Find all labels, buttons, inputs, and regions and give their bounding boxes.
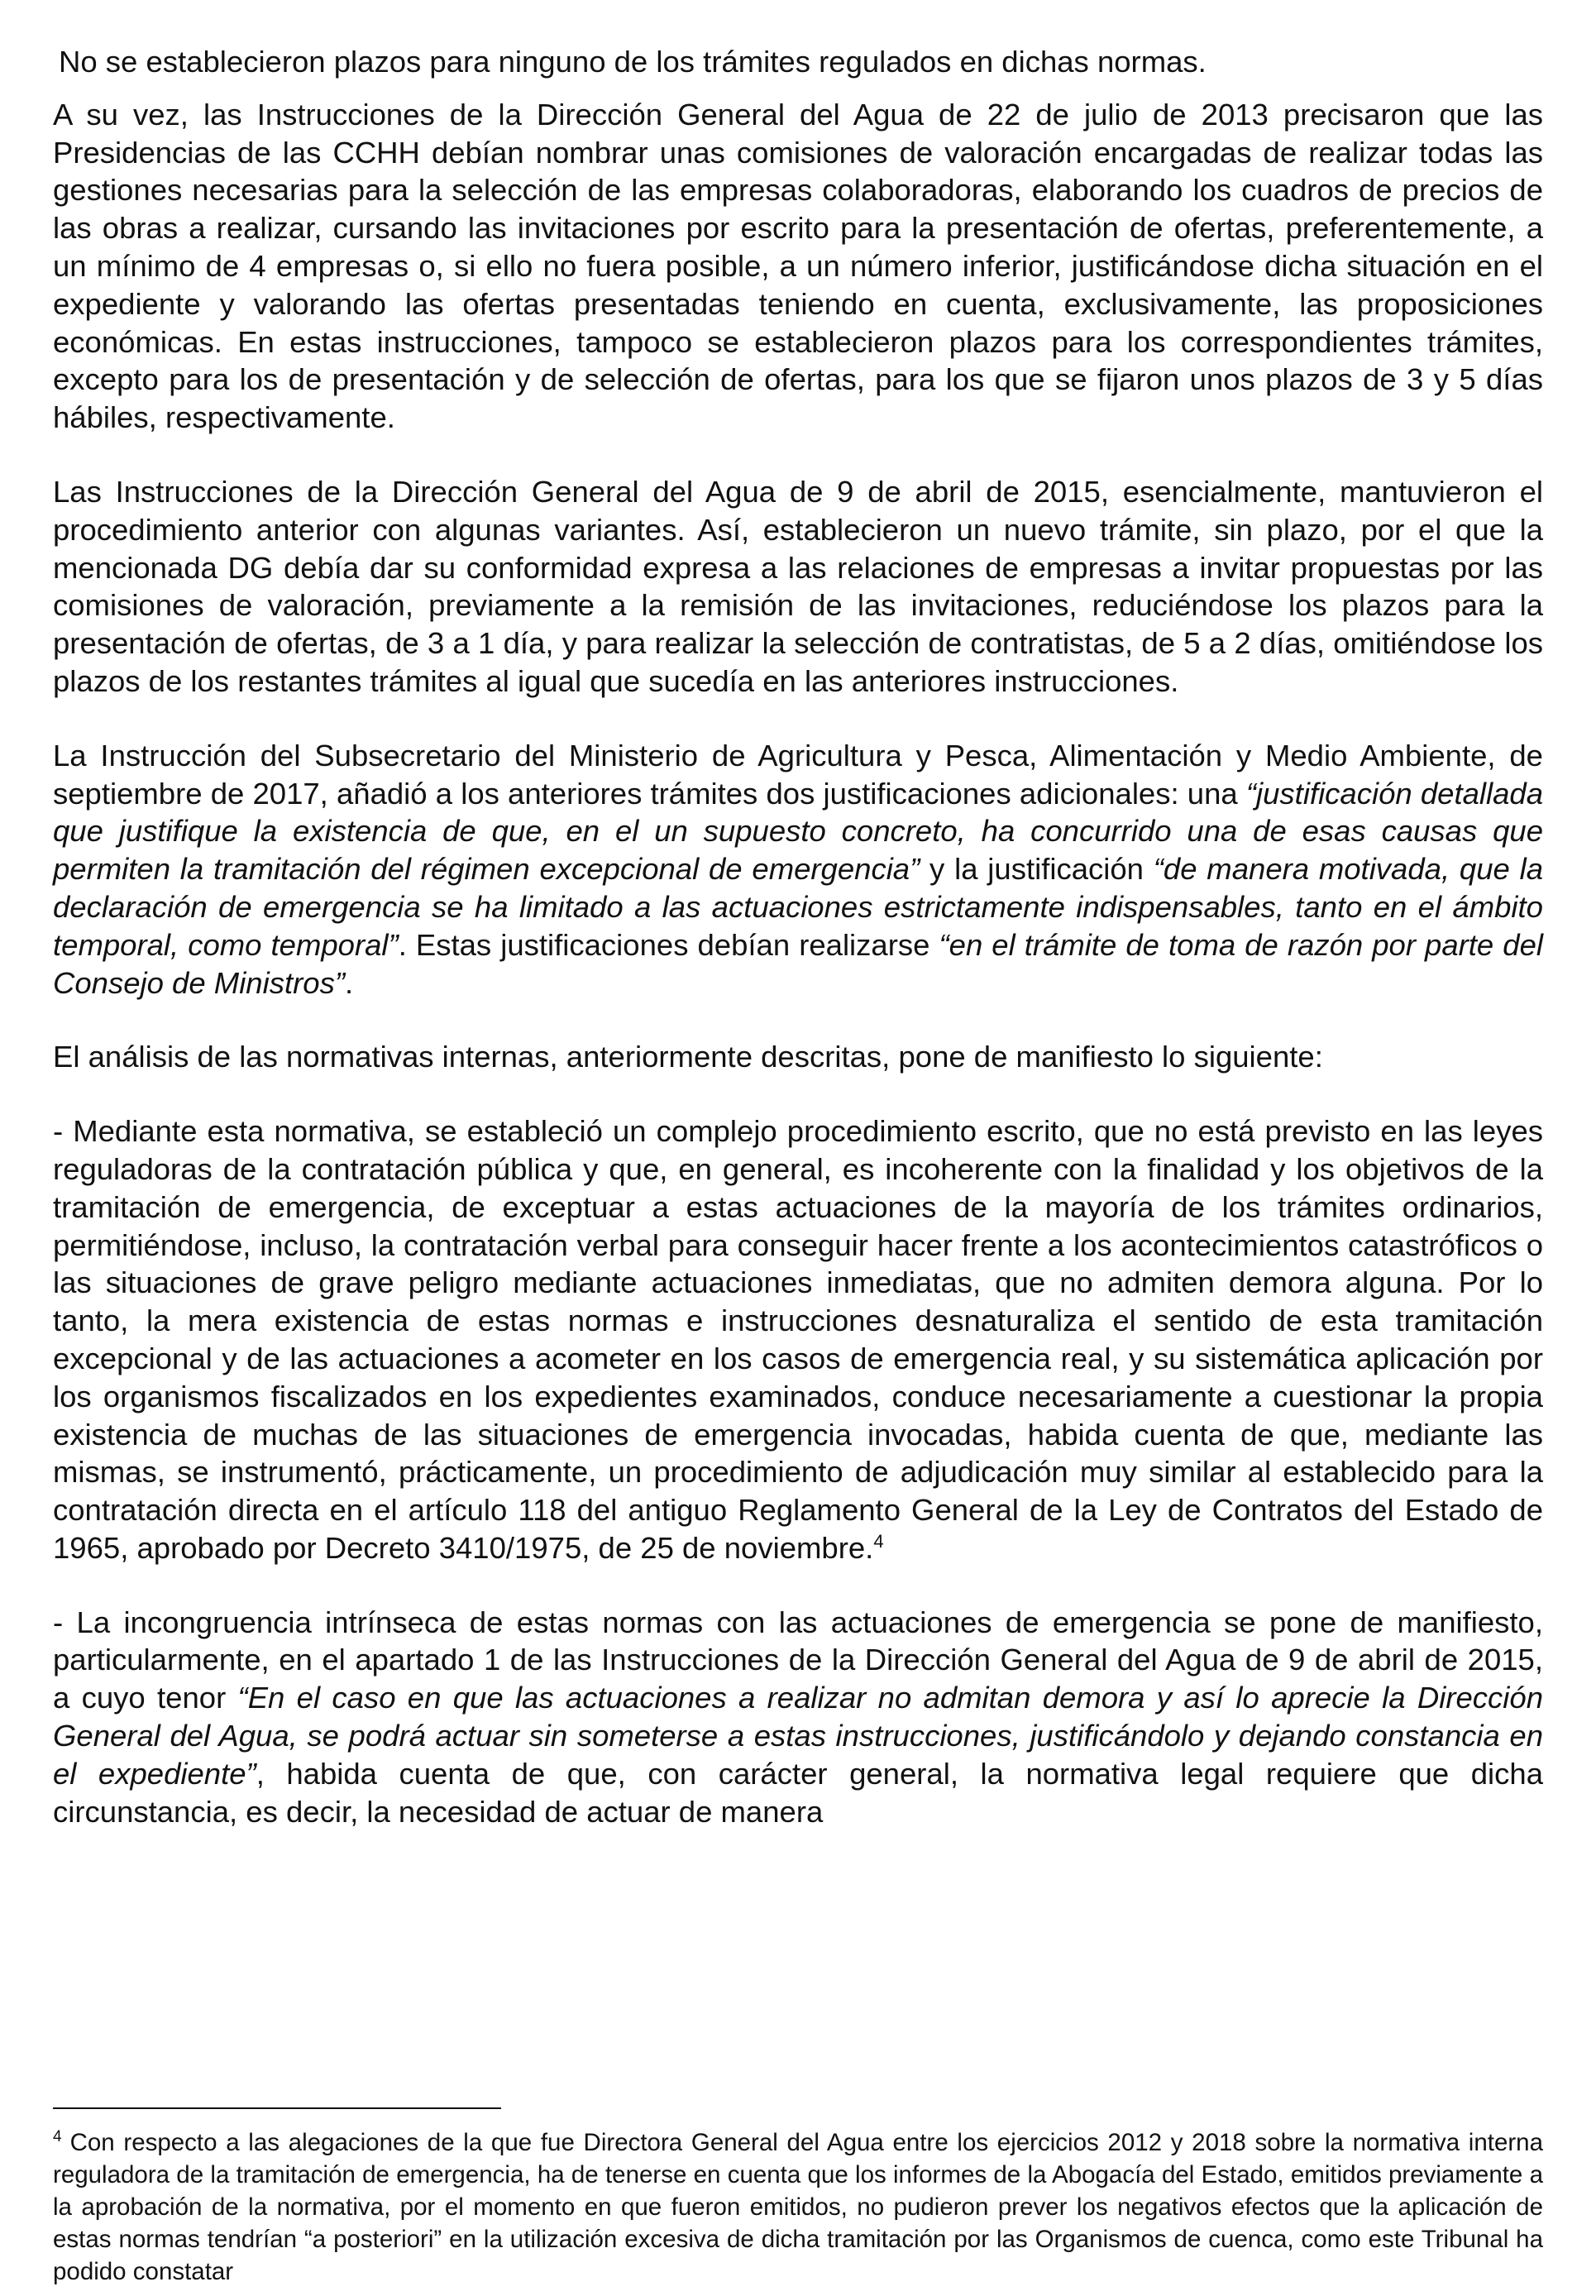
paragraph-7 (53, 1604, 1543, 1831)
quote-justificacion-detallada: “justificación detallada que justifique la existencia de que, en el un supuesto concreto, ha concurrido una de esas causas que permiten la tramitación del régimen excepcional de emergencia” (53, 776, 1543, 887)
footnote-text: Con respecto a las alegaciones de la que fue Directora General del Agua entre los ejercicios 2012 y 2018 sobre la normativa interna reguladora de la tramitación de emergencia, ha de tenerse en cuenta que los informes de la Abogacía del Estado, emitidos previamente a la aprobación de la normativa, por el momento en que fueron emitidos, no pudieron prever los negativos efectos que la aplicación de estas normas tendrían “a posteriori” en la utilización excesiva de dicha tramitación por las Organismos de cuenca, como este Tribunal ha podido constatar (53, 2129, 1543, 2285)
paragraph-2: A su vez, las Instrucciones de la Dirección General del Agua de 22 de julio de 2013 precisaron que las Presidencias de las CCHH debían nombrar unas comisiones de valoración encargadas de realizar todas las gestiones necesarias para la selección de las empresas colaboradoras, elaborando los cuadros de precios de las obras a realizar, cursando las invitaciones por escrito para la presentación de ofertas, preferentemente, a un mínimo de 4 empresas o, si ello no fuera posible, a un número inferior, justificándose dicha situación en el expediente y valorando las ofertas presentadas teniendo en cuenta, exclusivamente, las proposiciones económicas. En estas instrucciones, tampoco se establecieron plazos para los correspondientes trámites, excepto para los de presentación y de selección de ofertas, para los que se fijaron unos plazos de 3 y 5 días hábiles, respectivamente. (53, 97, 1543, 435)
paragraph-1: No se establecieron plazos para ninguno de los trámites regulados en dichas normas. (59, 45, 1207, 79)
footnote-number: 4 (53, 2128, 62, 2146)
paragraph-4-text-1: La Instrucción del Subsecretario del Ministerio de Agricultura y Pesca, Alimentación y Medio Ambiente, de septiembre de 2017, añadió a los anteriores trámites dos justificaciones adicionales: una (53, 738, 1543, 811)
paragraph-4-text-3: . Estas justificaciones debían realizarse (398, 927, 939, 962)
paragraph-6 (53, 1112, 1543, 1567)
paragraph-4-text-4: . (344, 965, 354, 1000)
footnote (53, 2127, 1543, 2289)
paragraph-7-text-2: , habida cuenta de que, con carácter general, la normativa legal requiere que dicha circunstancia, es decir, la necesidad de actuar de manera (53, 1756, 1544, 1829)
document-body (53, 43, 1543, 1830)
paragraph-5: El análisis de las normativas internas, anteriormente descritas, pone de manifiesto lo siguiente: (53, 1040, 1323, 1074)
quote-apartado-1: “En el caso en que las actuaciones a realizar no admitan demora y así lo aprecie la Dirección General del Agua, se podrá actuar sin someterse a estas instrucciones, justificándolo y dejando constancia en el expediente” (53, 1681, 1543, 1791)
footnote-reference[interactable]: 4 (873, 1530, 884, 1552)
paragraph-4-text-2: y la justificación (920, 852, 1154, 887)
footnote-separator (53, 2107, 501, 2109)
paragraph-3: Las Instrucciones de la Dirección General del Agua de 9 de abril de 2015, esencialmente, mantuvieron el procedimiento anterior con algunas variantes. Así, establecieron un nuevo trámite, sin plazo, por el que la mencionada DG debía dar su conformidad expresa a las relaciones de empresas a invitar propuestas por las comisiones de valoración, previamente a la remisión de las invitaciones, reduciéndose los plazos para la presentación de ofertas, de 3 a 1 día, y para realizar la selección de contratistas, de 5 a 2 días, omitiéndose los plazos de los restantes trámites al igual que sucedía en las anteriores instrucciones. (53, 474, 1543, 698)
paragraph-4 (53, 737, 1543, 1002)
paragraph-6-text: - Mediante esta normativa, se estableció un complejo procedimiento escrito, que no está previsto en las leyes reguladoras de la contratación pública y que, en general, es incoherente con la finalidad y los objetivos de la tramitación de emergencia, de exceptuar a estas actuaciones de la mayoría de los trámites ordinarios, permitiéndose, incluso, la contratación verbal para conseguir hacer frente a los acontecimientos catastróficos o las situaciones de grave peligro mediante actuaciones inmediatas, que no admiten demora alguna. Por lo tanto, la mera existencia de estas normas e instrucciones desnaturaliza el sentido de esta tramitación excepcional y de las actuaciones a acometer en los casos de emergencia real, y su sistemática aplicación por los organismos fiscalizados en los expedientes examinados, conduce necesariamente a cuestionar la propia existencia de muchas de las situaciones de emergencia invocadas, habida cuenta de que, mediante las mismas, se instrumentó, prácticamente, un procedimiento de adjudicación muy similar al establecido para la contratación directa en el artículo 118 del antiguo Reglamento General de la Ley de Contratos del Estado de 1965, aprobado por Decreto 3410/1975, de 25 de noviembre. (53, 1114, 1543, 1565)
quote-toma-de-razon: “en el trámite de toma de razón por parte del Consejo de Ministros” (53, 927, 1543, 1000)
quote-manera-motivada: “de manera motivada, que la declaración de emergencia se ha limitado a las actuaciones estrictamente indispensables, tanto en el ámbito temporal, como temporal” (53, 852, 1543, 962)
paragraph-7-text-1: - La incongruencia intrínseca de estas normas con las actuaciones de emergencia se pone de manifiesto, particularmente, en el apartado 1 de las Instrucciones de la Dirección General del Agua de 9 de abril de 2015, a cuyo tenor (53, 1605, 1543, 1715)
